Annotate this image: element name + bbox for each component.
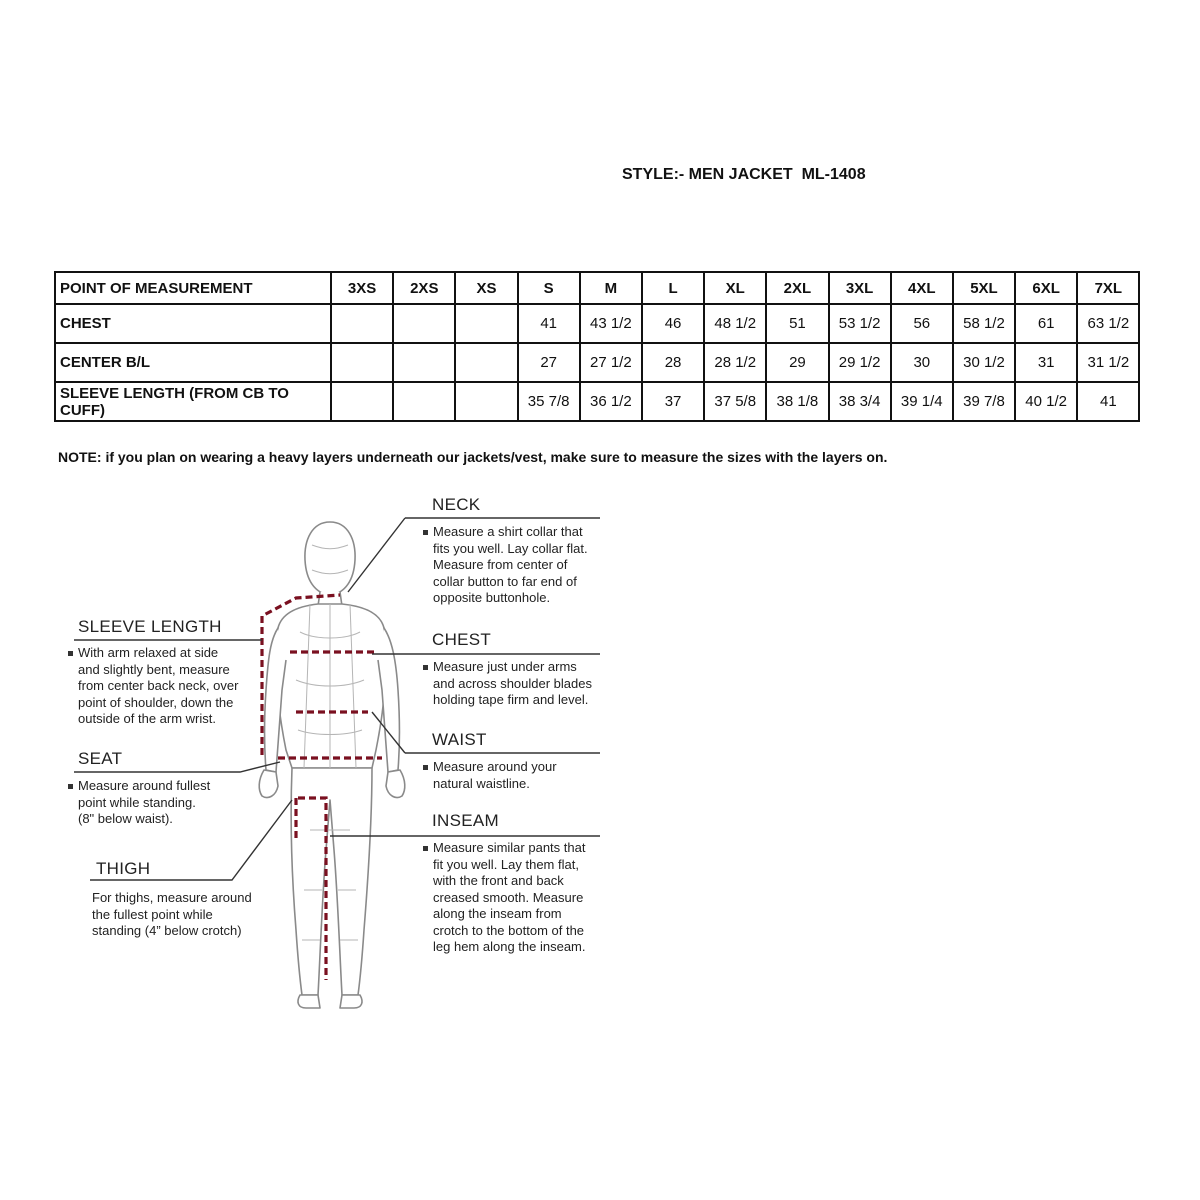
seat-title: SEAT (78, 749, 123, 768)
size-header-cell: 5XL (953, 272, 1015, 304)
table-cell: 39 7/8 (953, 382, 1015, 421)
table-cell: 31 (1015, 343, 1077, 382)
row-label: CENTER B/L (55, 343, 331, 382)
size-header-cell: S (518, 272, 580, 304)
table-cell: 38 1/8 (766, 382, 828, 421)
table-cell: 46 (642, 304, 704, 343)
table-cell: 30 (891, 343, 953, 382)
table-cell: 29 1/2 (829, 343, 891, 382)
size-header-cell: 3XS (331, 272, 393, 304)
size-header-cell: 4XL (891, 272, 953, 304)
table-row-chest (55, 304, 1139, 343)
size-header-row (55, 272, 1139, 304)
size-header-cell: 7XL (1077, 272, 1139, 304)
table-cell: 37 5/8 (704, 382, 766, 421)
seat-description: Measure around fullest point while standing. (8" below waist). (67, 778, 210, 828)
waist-title: WAIST (432, 730, 487, 749)
sleeve-length-description: With arm relaxed at side and slightly bent, measure from center back neck, over point of shoulder, down the outside of the arm wrist. (67, 645, 238, 728)
row-label: SLEEVE LENGTH (FROM CB TO CUFF) (55, 382, 331, 421)
neck-description: Measure a shirt collar that fits you well. Lay collar flat. Measure from center of collar button to far end of opposite buttonhole. (422, 524, 588, 607)
table-cell: 35 7/8 (518, 382, 580, 421)
table-cell (331, 304, 393, 343)
inseam-title: INSEAM (432, 811, 499, 830)
table-cell (455, 343, 517, 382)
size-header-cell: 3XL (829, 272, 891, 304)
waist-description: Measure around your natural waistline. (422, 759, 557, 792)
size-chart-table (54, 271, 1140, 422)
size-header-cell: 6XL (1015, 272, 1077, 304)
table-cell: 63 1/2 (1077, 304, 1139, 343)
body-outline (259, 522, 405, 1008)
table-cell: 37 (642, 382, 704, 421)
table-cell: 48 1/2 (704, 304, 766, 343)
table-cell: 38 3/4 (829, 382, 891, 421)
table-cell: 56 (891, 304, 953, 343)
table-cell: 53 1/2 (829, 304, 891, 343)
table-cell: 51 (766, 304, 828, 343)
table-cell: 31 1/2 (1077, 343, 1139, 382)
table-cell: 27 1/2 (580, 343, 642, 382)
thigh-description: For thighs, measure around the fullest point while standing (4” below crotch) (92, 890, 252, 938)
measurement-dashes (262, 595, 382, 980)
chest-description: Measure just under arms and across shoulder blades holding tape firm and level. (422, 659, 592, 709)
table-cell: 58 1/2 (953, 304, 1015, 343)
chest-title: CHEST (432, 630, 492, 649)
size-header-cell: M (580, 272, 642, 304)
size-header-cell: L (642, 272, 704, 304)
point-of-measurement-header: POINT OF MEASUREMENT (55, 272, 331, 304)
table-cell: 40 1/2 (1015, 382, 1077, 421)
sleeve-length-title: SLEEVE LENGTH (78, 617, 222, 636)
neck-title: NECK (432, 495, 481, 514)
table-cell (393, 343, 455, 382)
table-cell: 43 1/2 (580, 304, 642, 343)
inseam-description: Measure similar pants that fit you well. Lay them flat, with the front and back creased smooth. Measure along the inseam from crotch to the bottom of the leg hem along the inseam. (422, 840, 585, 956)
table-cell: 41 (518, 304, 580, 343)
table-cell: 61 (1015, 304, 1077, 343)
layering-note: NOTE: if you plan on wearing a heavy layers underneath our jackets/vest, make sure to measure the sizes with the layers on. (58, 449, 888, 465)
table-cell: 28 (642, 343, 704, 382)
table-cell (455, 382, 517, 421)
table-cell: 30 1/2 (953, 343, 1015, 382)
row-label: CHEST (55, 304, 331, 343)
size-header-cell: 2XL (766, 272, 828, 304)
table-cell (393, 304, 455, 343)
style-title: STYLE:- MEN JACKET ML-1408 (622, 166, 866, 183)
table-cell (331, 343, 393, 382)
table-cell (393, 382, 455, 421)
thigh-title: THIGH (96, 859, 151, 878)
table-row-sleeve-length (55, 382, 1139, 421)
table-cell: 41 (1077, 382, 1139, 421)
size-header-cell: 2XS (393, 272, 455, 304)
size-header-cell: XS (455, 272, 517, 304)
table-cell: 28 1/2 (704, 343, 766, 382)
table-cell: 39 1/4 (891, 382, 953, 421)
leader-lines (74, 518, 600, 880)
table-cell: 29 (766, 343, 828, 382)
table-cell (331, 382, 393, 421)
table-cell (455, 304, 517, 343)
table-row-center-bl (55, 343, 1139, 382)
table-cell: 36 1/2 (580, 382, 642, 421)
size-header-cell: XL (704, 272, 766, 304)
body-wireframe (296, 545, 364, 940)
table-cell: 27 (518, 343, 580, 382)
